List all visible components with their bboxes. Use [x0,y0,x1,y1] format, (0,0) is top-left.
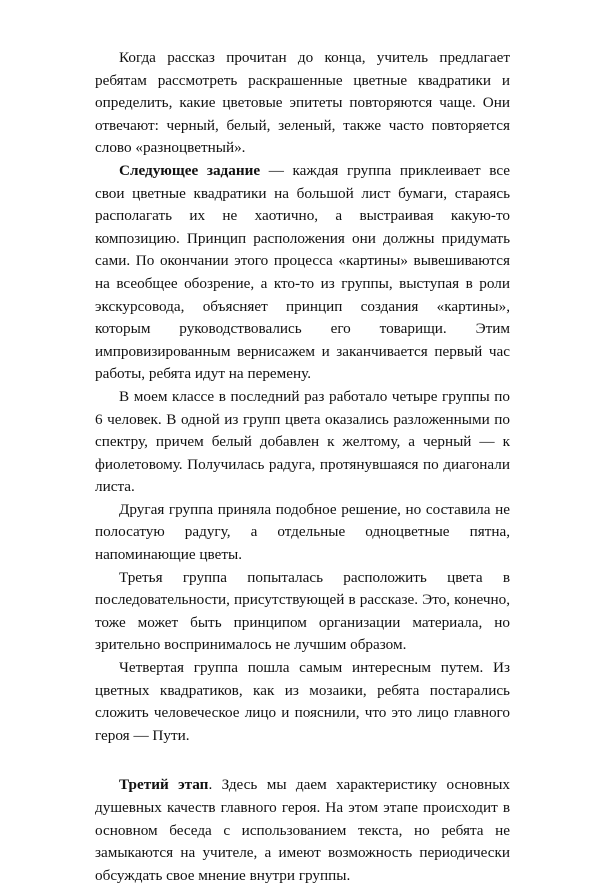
page-text [95,47,510,887]
paragraph-4-text: Другая группа приняла подобное решение, но составила не полосатую радугу, а отдельные одноцветные пятна, напоминающие цветы. [95,500,510,564]
paragraph-1 [95,47,510,160]
paragraph-4 [95,499,510,567]
paragraph-6 [95,657,510,747]
paragraph-1-text: Когда рассказ прочитан до конца, учитель предлагает ребятам рассмотреть раскрашенные цветные квадратики и определить, какие цветовые эпитеты повторяются чаще. Они отвечают: черный, белый, зеленый, также часто повторяется слово «разноцветный». [95,49,510,157]
paragraph-6-text: Четвертая группа пошла самым интересным путем. Из цветных квадратиков, как из мозаики, ребята постарались сложить человеческое лицо и пояснили, что это лицо главного героя — Пути. [95,659,510,744]
paragraph-2-lead: Следующее задание [119,161,261,179]
paragraph-7 [95,774,510,887]
paragraph-7-lead: Третий этап [119,776,209,794]
paragraph-3 [95,386,510,499]
paragraph-5-text: Третья группа попыталась расположить цвета в последовательности, присутствующей в рассказе. Это, конечно, тоже может быть принципом организации материала, но зрительно воспринималось не лучшим образом. [95,568,510,654]
paragraph-5 [95,567,510,657]
paragraph-3-text: В моем классе в последний раз работало четыре группы по 6 человек. В одной из групп цвета оказались разложенными по спектру, причем белый добавлен к желтому, а черный — к фиолетовому. Получилась радуга, протянувшаяся по диагонали листа. [95,387,510,496]
paragraph-7-text: . Здесь мы даем характеристику основных душевных качеств главного героя. На этом этапе происходит в основном беседа с использованием текста, но ребята не замыкаются на учителе, а имеют возможность периодически обсуждать свое мнение внутри группы. [95,776,511,884]
paragraph-2-text: — каждая группа приклеивает все свои цветные квадратики на большой лист бумаги, стараясь располагать их не хаотично, а выстраивая какую-то композицию. Принцип расположения они должны придумать сами. По окончании этого процесса «картины» вывешиваются на всеобщее обозрение, а кто-то из группы, выступая в роли экскурсовода, объясняет принцип создания «картины», которым руководствовались его товарищи. Этим импровизированным вернисажем и заканчивается первый час работы, ребята идут на перемену. [95,161,510,383]
paragraph-2 [95,160,510,386]
